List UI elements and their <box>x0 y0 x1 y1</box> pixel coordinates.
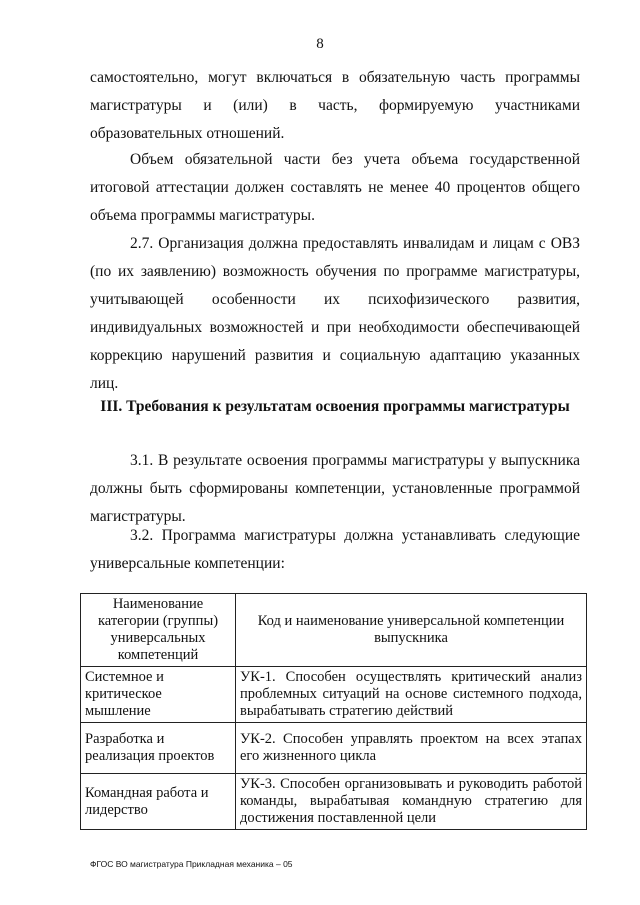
paragraph-continuation: самостоятельно, могут включаться в обязательную часть программы магистратуры и (или) в часть, формируемую участниками образовательных отношений. <box>90 69 580 142</box>
table-row <box>81 774 587 830</box>
category-cell: Командная работа и лидерство <box>81 774 236 830</box>
paragraph-mandatory-part-volume: Объем обязательной части без учета объема государственной итоговой аттестации должен составлять не менее 40 процентов общего объема программы магистратуры. <box>90 151 580 224</box>
competence-cell: УК-3. Способен организовывать и руководить работой команды, вырабатывая командную стратегию для достижения поставленной цели <box>236 774 587 830</box>
header-competence: Код и наименование универсальной компетенции выпускника <box>236 594 587 667</box>
paragraph-3-2-universal-competences: 3.2. Программа магистратуры должна устанавливать следующие универсальные компетенции: <box>90 527 580 572</box>
paragraph-3-1-competences: 3.1. В результате освоения программы магистратуры у выпускника должны быть сформированы компетенции, установленные программой магистратуры. <box>90 452 580 525</box>
table-header-row <box>81 594 587 667</box>
page-number: 8 <box>316 36 324 52</box>
paragraph-2-7-disabled-persons: 2.7. Организация должна предоставлять инвалидам и лицам с ОВЗ (по их заявлению) возможность обучения по программе магистратуры, учитывающей особенности их психофизического развития, индивидуальных возможностей и при необходимости обеспечивающей коррекцию нарушений развития и социальную адаптацию указанных лиц. <box>90 235 580 392</box>
competences-table <box>80 593 587 830</box>
header-category: Наименование категории (группы) универсальных компетенций <box>81 594 236 667</box>
section-heading: III. Требования к результатам освоения программы магистратуры <box>100 398 570 415</box>
competence-cell: УК-2. Способен управлять проектом на всех этапах его жизненного цикла <box>236 723 587 774</box>
table-row <box>81 667 587 723</box>
category-cell: Разработка и реализация проектов <box>81 723 236 774</box>
document-footer: ФГОС ВО магистратура Прикладная механика – 05 <box>90 859 293 869</box>
category-cell: Системное и критическое мышление <box>81 667 236 723</box>
competence-cell: УК-1. Способен осуществлять критический анализ проблемных ситуаций на основе системного подхода, вырабатывать стратегию действий <box>236 667 587 723</box>
table-row <box>81 723 587 774</box>
